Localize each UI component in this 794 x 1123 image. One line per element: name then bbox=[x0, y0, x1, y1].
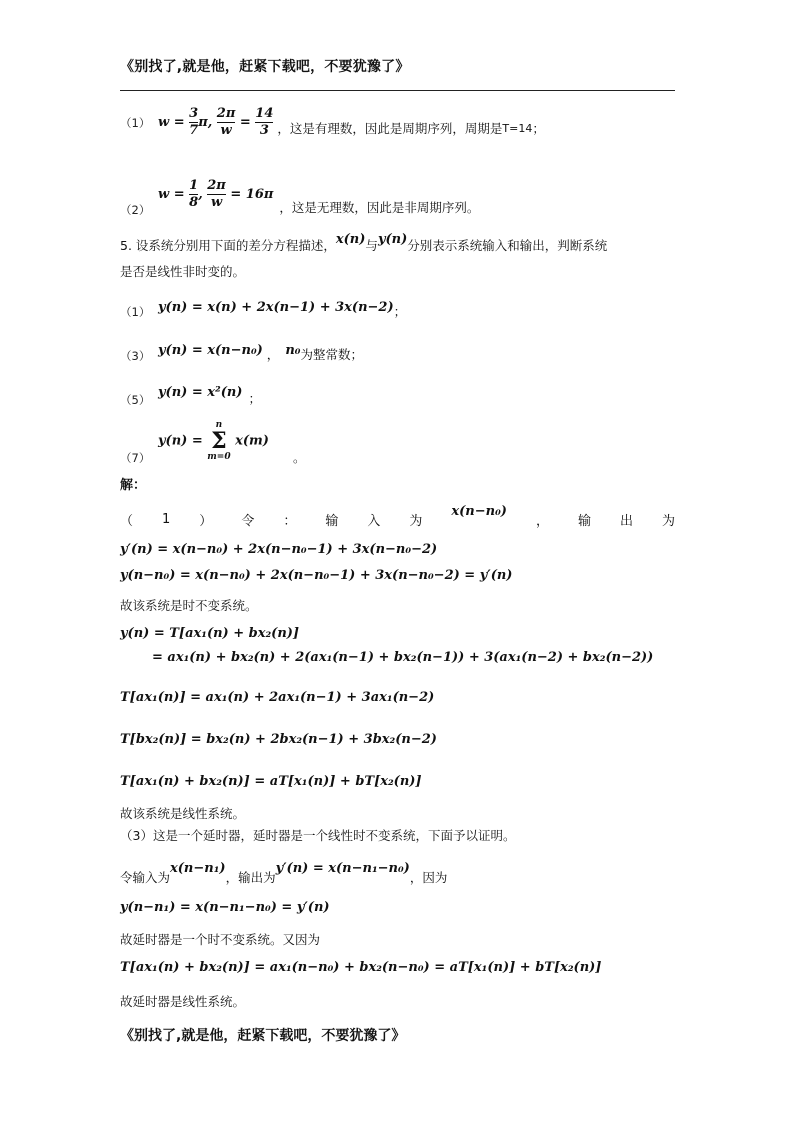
problem-item-7 bbox=[120, 416, 305, 466]
x-symbol: x(n) bbox=[335, 232, 366, 247]
equation-3b: = ax₁(n) + bx₂(n) + 2(ax₁(n−1) + bx₂(n−1)) + 3(ax₁(n−2) + bx₂(n−2)) bbox=[152, 650, 654, 665]
item-end: 。 bbox=[292, 450, 306, 465]
spread-char: ： bbox=[283, 514, 297, 529]
denominator: 7 bbox=[189, 123, 199, 138]
fraction bbox=[189, 178, 198, 211]
item-label: （1） bbox=[120, 115, 151, 130]
problem-5-line-2: 是否是线性非时变的。 bbox=[120, 264, 246, 279]
numerator: 2π bbox=[216, 106, 236, 121]
spread-char: 输 bbox=[325, 514, 339, 529]
spread-char: （ bbox=[120, 514, 134, 529]
equation-3a: y(n) = T[ax₁(n) + bx₂(n)] bbox=[120, 626, 300, 641]
item-text: 为整常数； bbox=[300, 347, 363, 362]
w-symbol: w bbox=[158, 115, 170, 130]
spread-char: ， bbox=[535, 514, 549, 529]
item-text: ，这是无理数，因此是非周期序列。 bbox=[279, 200, 480, 215]
result: 16π bbox=[245, 186, 274, 202]
formula-w2: w = $\frac{1}{8}$ , $\frac{2\pi}{w}$ = 16π bbox=[158, 177, 274, 210]
spread-char: 为 bbox=[409, 514, 423, 529]
sum-upper: n bbox=[215, 420, 223, 430]
problem-text: 分别表示系统输入和输出，判断系统 bbox=[407, 238, 608, 253]
output-symbol: y′(n) = x(n−n₁−n₀) bbox=[275, 860, 410, 876]
item-label: （2） bbox=[120, 203, 151, 217]
item-label: （1） bbox=[120, 305, 151, 319]
page-header: 《别找了,就是他，赶紧下载吧，不要犹豫了》 bbox=[120, 59, 410, 75]
numerator: 2π bbox=[207, 177, 226, 193]
spread-char: 输 bbox=[577, 514, 591, 529]
part-3-intro: （3）这是一个延时器，延时器是一个线性时不变系统，下面予以证明。 bbox=[120, 828, 516, 843]
eq-right: x(m) bbox=[235, 433, 269, 449]
prev-item-2 bbox=[120, 170, 479, 218]
n0-symbol: n₀ bbox=[285, 342, 301, 358]
item-end: ； bbox=[532, 120, 545, 136]
numerator: 1 bbox=[189, 177, 199, 193]
pi-symbol: π bbox=[198, 115, 208, 130]
conclusion-delay: 故延时器是一个时不变系统。又因为 bbox=[120, 932, 321, 947]
equation-6: T[ax₁(n) + bx₂(n)] = aT[x₁(n)] + bT[x₂(n)] bbox=[120, 774, 422, 789]
output-text: ，输出为 bbox=[225, 870, 276, 885]
denominator: w bbox=[217, 122, 236, 139]
fraction bbox=[189, 106, 198, 139]
problem-item-1 bbox=[120, 294, 406, 320]
sum-lower: m=0 bbox=[207, 452, 231, 462]
item-end: ； bbox=[393, 304, 407, 319]
spread-char: 1 bbox=[162, 512, 171, 527]
spread-char: 为 bbox=[661, 514, 675, 529]
denominator: 3 bbox=[255, 122, 273, 139]
problem-text: 5. 设系统分别用下面的差分方程描述， bbox=[120, 238, 336, 253]
item-text: ，这是有理数，因此是周期序列，周期是 bbox=[277, 120, 503, 136]
spread-char: ） bbox=[199, 514, 213, 529]
numerator: 14 bbox=[255, 106, 274, 121]
spread-char: 令 bbox=[241, 514, 255, 529]
fraction bbox=[255, 106, 273, 139]
period-value: T=14 bbox=[502, 121, 533, 135]
denominator: 8 bbox=[189, 194, 199, 210]
equation-8: T[ax₁(n) + bx₂(n)] = ax₁(n−n₀) + bx₂(n−n₀) = aT[x₁(n)] + bT[x₂(n)] bbox=[120, 960, 602, 975]
equation-1: y′(n) = x(n−n₀) + 2x(n−n₀−1) + 3x(n−n₀−2) bbox=[120, 542, 438, 557]
denominator: w bbox=[207, 194, 226, 211]
item-label: （3） bbox=[120, 349, 151, 363]
part-3-let-line bbox=[120, 856, 447, 886]
conclusion-delay-linear: 故延时器是线性系统。 bbox=[120, 994, 246, 1009]
solution-spread-line bbox=[120, 504, 675, 529]
equation-7: y(n−n₁) = x(n−n₁−n₀) = y′(n) bbox=[120, 900, 330, 915]
equation-5: T[bx₂(n)] = bx₂(n) + 2bx₂(n−1) + 3bx₂(n−2) bbox=[120, 732, 437, 747]
equation: y(n) = x(n) + 2x(n−1) + 3x(n−2) bbox=[158, 299, 394, 315]
formula-w1: w = $\frac{3}{7}$ π, $\frac{2\pi}{w}$ = $\frac{14}{3}$ bbox=[158, 106, 274, 138]
let-text: 令输入为 bbox=[120, 870, 171, 885]
summation-symbol bbox=[207, 419, 230, 463]
because-text: ，因为 bbox=[409, 870, 448, 885]
header-divider bbox=[120, 90, 675, 91]
fraction bbox=[217, 106, 236, 139]
prev-item-1 bbox=[120, 106, 545, 139]
item-sep: ， bbox=[266, 347, 280, 362]
spread-char: 入 bbox=[367, 514, 381, 529]
w-symbol: w bbox=[158, 186, 170, 202]
input-symbol: x(n−n₁) bbox=[170, 860, 226, 876]
item-end: ； bbox=[248, 391, 261, 406]
y-symbol: y(n) bbox=[377, 232, 408, 247]
problem-text: 与 bbox=[365, 238, 378, 253]
sigma-icon: Σ bbox=[211, 428, 227, 454]
conclusion-time-invariant: 故该系统是时不变系统。 bbox=[120, 598, 258, 613]
equation-2: y(n−n₀) = x(n−n₀) + 2x(n−n₀−1) + 3x(n−n₀−2) = y′(n) bbox=[120, 568, 513, 583]
equation: y(n) = x(n−n₀) bbox=[158, 342, 263, 358]
input-symbol: x(n−n₀) bbox=[451, 504, 507, 519]
item-label: （5） bbox=[120, 393, 151, 407]
equation bbox=[158, 419, 269, 463]
problem-5-line-1 bbox=[120, 232, 680, 255]
problem-item-3 bbox=[120, 336, 363, 364]
spread-char: 出 bbox=[619, 514, 633, 529]
page-footer: 《别找了,就是他，赶紧下载吧，不要犹豫了》 bbox=[120, 1028, 406, 1044]
solution-heading: 解： bbox=[120, 478, 147, 493]
equation-4: T[ax₁(n)] = ax₁(n) + 2ax₁(n−1) + 3ax₁(n−2) bbox=[120, 690, 435, 705]
eq-left: y(n) = bbox=[158, 433, 208, 449]
problem-item-5 bbox=[120, 376, 261, 408]
conclusion-linear: 故该系统是线性系统。 bbox=[120, 806, 246, 821]
numerator: 3 bbox=[189, 106, 199, 121]
item-label: （7） bbox=[120, 451, 151, 465]
equation: y(n) = x²(n) bbox=[158, 384, 243, 400]
fraction bbox=[207, 178, 226, 211]
